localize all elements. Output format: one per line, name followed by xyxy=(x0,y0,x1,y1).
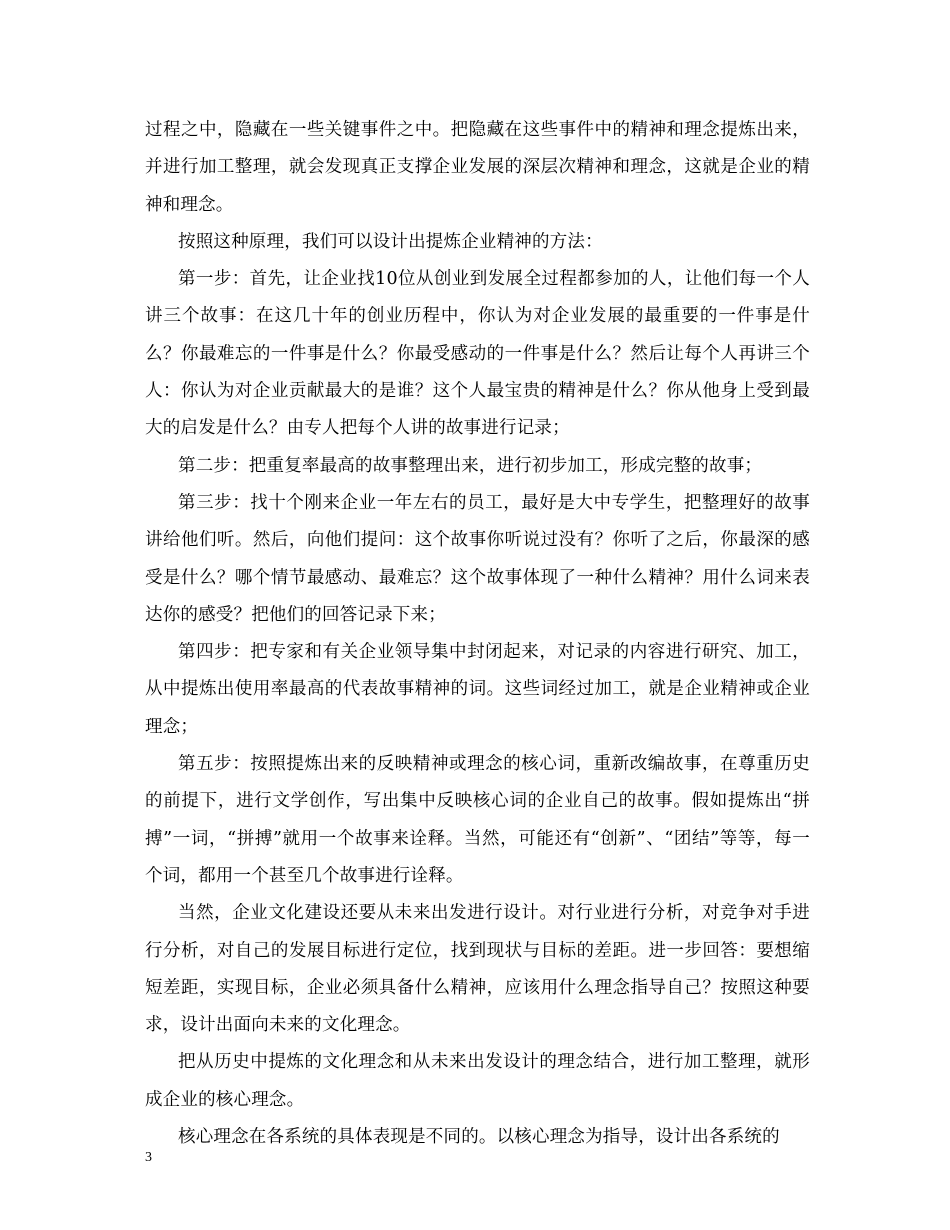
document-body xyxy=(145,112,810,1156)
paragraph: 第五步：按照提炼出来的反映精神或理念的核心词，重新改编故事，在尊重历史的前提下，进行文学创作，写出集中反映核心词的企业自己的故事。假如提炼出“拼搏”一词，“拼搏”就用一个故事来诠释。当然，可能还有“创新”、“团结”等等，每一个词，都用一个甚至几个故事进行诠释。 xyxy=(145,754,810,886)
paragraph: 过程之中，隐藏在一些关键事件之中。把隐藏在这些事件中的精神和理念提炼出来，并进行加工整理，就会发现真正支撑企业发展的深层次精神和理念，这就是企业的精神和理念。 xyxy=(145,120,810,215)
paragraph: 第三步：找十个刚来企业一年左右的员工，最好是大中专学生，把整理好的故事讲给他们听。然后，向他们提问：这个故事你听说过没有？你听了之后，你最深的感受是什么？哪个情节最感动、最难忘？这个故事体现了一种什么精神？用什么词来表达你的感受？把他们的回答记录下来； xyxy=(145,492,810,625)
paragraph: 把从历史中提炼的文化理念和从未来出发设计的理念结合，进行加工整理，就形成企业的核心理念。 xyxy=(145,1052,810,1110)
paragraph: 核心理念在各系统的具体表现是不同的。以核心理念为指导，设计出各系统的 xyxy=(178,1127,780,1148)
paragraph: 第一步：首先，让企业找10位从创业到发展全过程都参加的人，让他们每一个人讲三个故事：在这几十年的创业历程中，你认为对企业发展的最重要的一件事是什么？你最难忘的一件事是什么？你最受感动的一件事是什么？然后让每个人再讲三个人：你认为对企业贡献最大的是谁？这个人最宝贵的精神是什么？你从他身上受到最大的启发是什么？由专人把每个人讲的故事进行记录； xyxy=(145,269,810,439)
paragraph: 第四步：把专家和有关企业领导集中封闭起来，对记录的内容进行研究、加工，从中提炼出使用率最高的代表故事精神的词。这些词经过加工，就是企业精神或企业理念； xyxy=(145,642,810,737)
paragraph: 当然，企业文化建设还要从未来出发进行设计。对行业进行分析，对竞争对手进行分析，对自己的发展目标进行定位，找到现状与目标的差距。进一步回答：要想缩短差距，实现目标，企业必须具备什么精神，应该用什么理念指导自己？按照这种要求，设计出面向未来的文化理念。 xyxy=(145,903,810,1036)
page-number: 3 xyxy=(145,1150,152,1165)
paragraph: 第二步：把重复率最高的故事整理出来，进行初步加工，形成完整的故事； xyxy=(178,455,763,476)
paragraph: 按照这种原理，我们可以设计出提炼企业精神的方法： xyxy=(178,231,603,252)
